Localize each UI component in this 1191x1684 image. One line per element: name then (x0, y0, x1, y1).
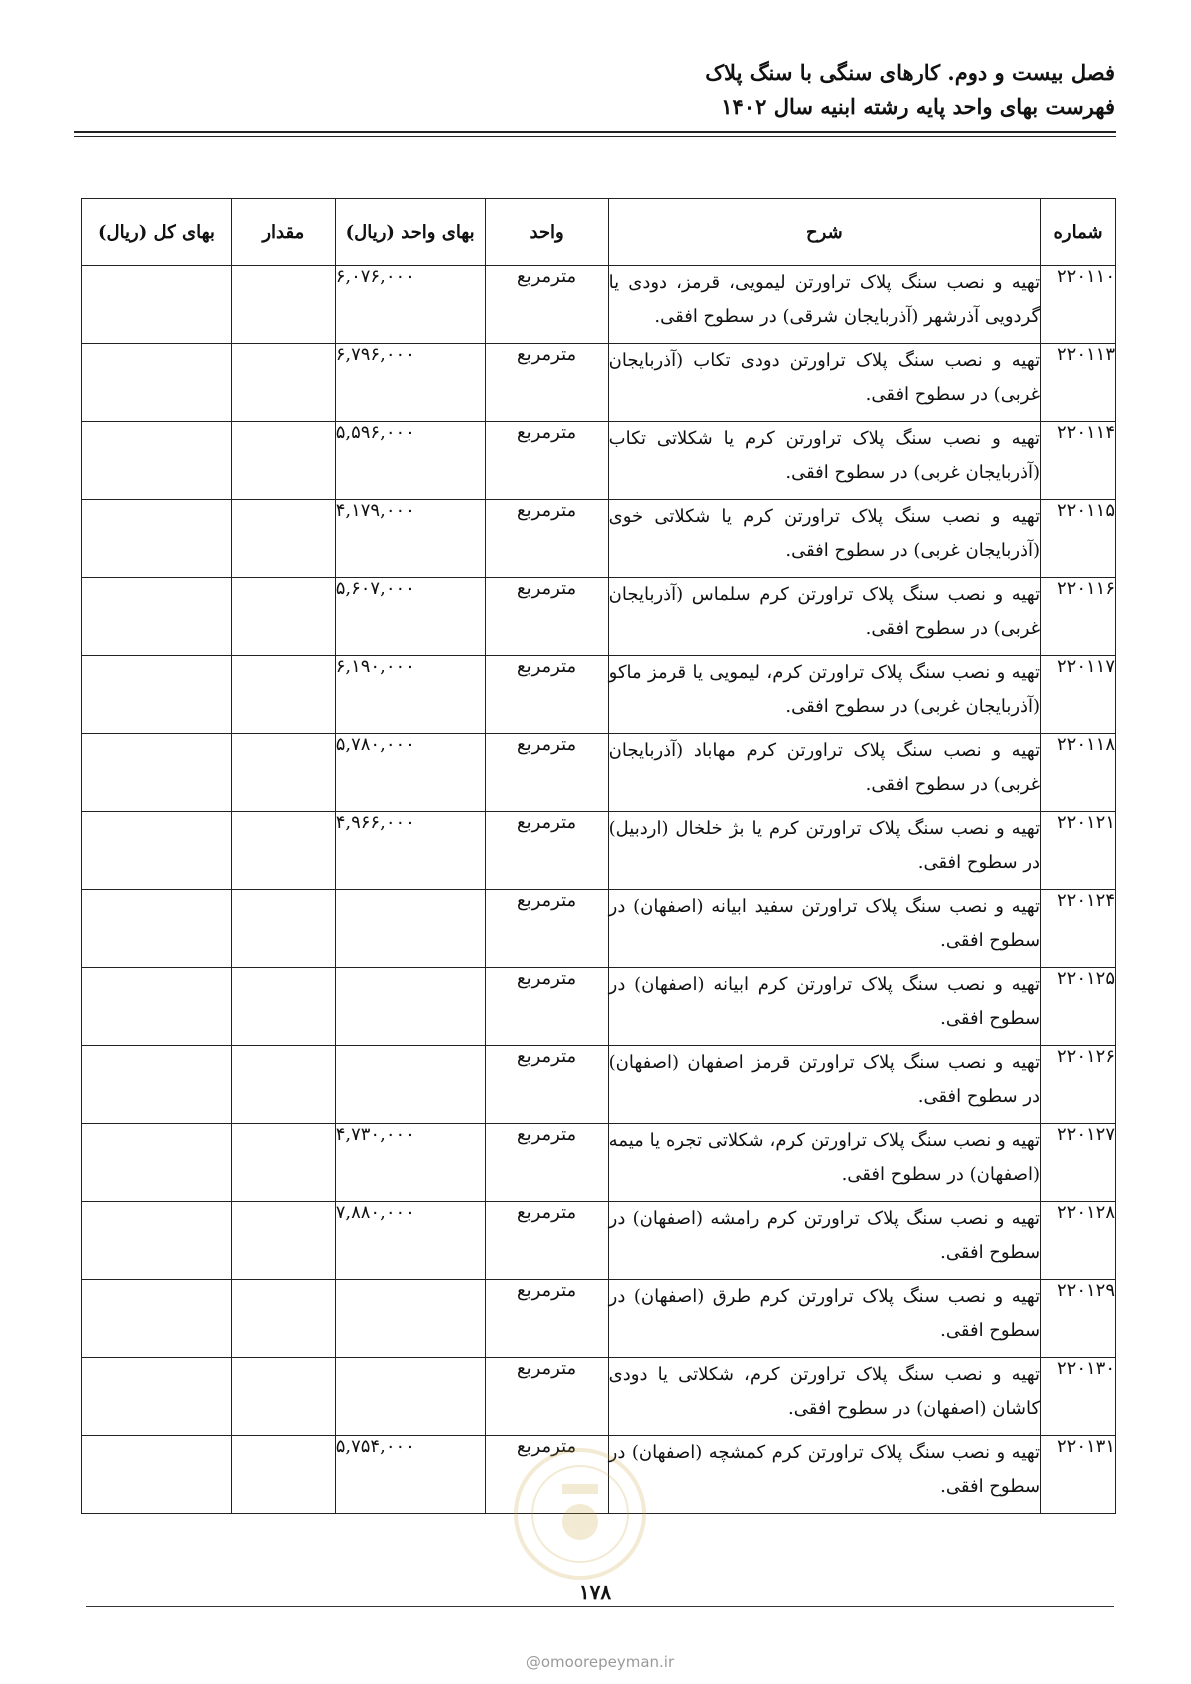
item-unit-price: ۵,۷۵۴,۰۰۰ (335, 1436, 485, 1514)
item-unit: مترمربع (485, 1124, 608, 1202)
item-code: ۲۲۰۱۱۵ (1041, 500, 1116, 578)
item-unit: مترمربع (485, 1202, 608, 1280)
page-number: ۱۷۸ (578, 1580, 612, 1604)
table-row (82, 422, 1116, 500)
item-unit: مترمربع (485, 968, 608, 1046)
item-quantity (231, 344, 335, 422)
item-unit: مترمربع (485, 1436, 608, 1514)
item-total (82, 812, 232, 890)
item-total (82, 1358, 232, 1436)
table-row (82, 656, 1116, 734)
item-unit: مترمربع (485, 344, 608, 422)
price-table (81, 198, 1116, 1514)
col-header-unit-price: بهای واحد (ریال) (335, 199, 485, 266)
header-rule-thick (74, 131, 1116, 133)
item-unit-price: ۴,۷۳۰,۰۰۰ (335, 1124, 485, 1202)
item-unit: مترمربع (485, 422, 608, 500)
item-quantity (231, 1202, 335, 1280)
table-row (82, 500, 1116, 578)
table-row (82, 968, 1116, 1046)
item-unit-price: ۴,۹۶۶,۰۰۰ (335, 812, 485, 890)
item-unit: مترمربع (485, 1046, 608, 1124)
table-row (82, 734, 1116, 812)
item-unit: مترمربع (485, 578, 608, 656)
item-description: تهیه و نصب سنگ پلاک تراورتن کرم ابیانه (اصفهان) در سطوح افقی. (608, 968, 1040, 1046)
item-code: ۲۲۰۱۲۷ (1041, 1124, 1116, 1202)
table-row (82, 266, 1116, 344)
table-row (82, 1046, 1116, 1124)
item-description: تهیه و نصب سنگ پلاک تراورتن کرم مهاباد (آذربایجان غربی) در سطوح افقی. (608, 734, 1040, 812)
item-code: ۲۲۰۱۱۰ (1041, 266, 1116, 344)
item-code: ۲۲۰۱۱۶ (1041, 578, 1116, 656)
item-total (82, 1124, 232, 1202)
item-quantity (231, 890, 335, 968)
item-total (82, 500, 232, 578)
item-unit-price (335, 1280, 485, 1358)
item-description: تهیه و نصب سنگ پلاک تراورتن کرم یا شکلاتی تکاب (آذربایجان غربی) در سطوح افقی. (608, 422, 1040, 500)
item-unit-price (335, 968, 485, 1046)
item-code: ۲۲۰۱۱۴ (1041, 422, 1116, 500)
item-code: ۲۲۰۱۲۶ (1041, 1046, 1116, 1124)
col-header-total: بهای کل (ریال) (82, 199, 232, 266)
item-unit-price (335, 1046, 485, 1124)
item-quantity (231, 1358, 335, 1436)
item-description: تهیه و نصب سنگ پلاک تراورتن کرم کمشچه (اصفهان) در سطوح افقی. (608, 1436, 1040, 1514)
item-quantity (231, 734, 335, 812)
item-quantity (231, 1280, 335, 1358)
item-unit: مترمربع (485, 500, 608, 578)
item-description: تهیه و نصب سنگ پلاک تراورتن کرم یا بژ خلخال (اردبیل) در سطوح افقی. (608, 812, 1040, 890)
item-unit-price: ۵,۵۹۶,۰۰۰ (335, 422, 485, 500)
table-body (82, 266, 1116, 1514)
item-unit-price: ۵,۶۰۷,۰۰۰ (335, 578, 485, 656)
item-unit-price: ۷,۸۸۰,۰۰۰ (335, 1202, 485, 1280)
item-total (82, 1046, 232, 1124)
page-header (705, 56, 1115, 124)
item-quantity (231, 578, 335, 656)
item-total (82, 890, 232, 968)
item-total (82, 1436, 232, 1514)
table-header-row (82, 199, 1116, 266)
table-row (82, 1436, 1116, 1514)
item-description: تهیه و نصب سنگ پلاک تراورتن کرم، شکلاتی یا دودی کاشان (اصفهان) در سطوح افقی. (608, 1358, 1040, 1436)
col-header-unit: واحد (485, 199, 608, 266)
table-row (82, 1280, 1116, 1358)
item-quantity (231, 1436, 335, 1514)
item-total (82, 656, 232, 734)
item-code: ۲۲۰۱۲۴ (1041, 890, 1116, 968)
item-code: ۲۲۰۱۳۰ (1041, 1358, 1116, 1436)
item-code: ۲۲۰۱۱۸ (1041, 734, 1116, 812)
table-row (82, 890, 1116, 968)
footer-rule (86, 1606, 1114, 1607)
item-description: تهیه و نصب سنگ پلاک تراورتن قرمز اصفهان (اصفهان) در سطوح افقی. (608, 1046, 1040, 1124)
item-total (82, 578, 232, 656)
item-unit: مترمربع (485, 812, 608, 890)
table-row (82, 1124, 1116, 1202)
item-quantity (231, 266, 335, 344)
item-total (82, 968, 232, 1046)
item-description: تهیه و نصب سنگ پلاک تراورتن کرم، شکلاتی تجره یا میمه (اصفهان) در سطوح افقی. (608, 1124, 1040, 1202)
item-total (82, 422, 232, 500)
item-unit: مترمربع (485, 1280, 608, 1358)
table-row (82, 1358, 1116, 1436)
item-description: تهیه و نصب سنگ پلاک تراورتن دودی تکاب (آذربایجان غربی) در سطوح افقی. (608, 344, 1040, 422)
item-total (82, 1280, 232, 1358)
item-quantity (231, 812, 335, 890)
col-header-description: شرح (608, 199, 1040, 266)
header-rule-thin (74, 136, 1116, 137)
chapter-title: فصل بیست و دوم. کارهای سنگی با سنگ پلاک (705, 60, 1115, 85)
table-row (82, 812, 1116, 890)
item-total (82, 734, 232, 812)
item-unit-price (335, 1358, 485, 1436)
item-total (82, 266, 232, 344)
col-header-code: شماره (1041, 199, 1116, 266)
item-unit: مترمربع (485, 890, 608, 968)
item-description: تهیه و نصب سنگ پلاک تراورتن کرم یا شکلاتی خوی (آذربایجان غربی) در سطوح افقی. (608, 500, 1040, 578)
table-row (82, 1202, 1116, 1280)
item-unit-price: ۶,۷۹۶,۰۰۰ (335, 344, 485, 422)
item-unit-price: ۴,۱۷۹,۰۰۰ (335, 500, 485, 578)
item-unit: مترمربع (485, 1358, 608, 1436)
item-quantity (231, 656, 335, 734)
item-unit-price: ۵,۷۸۰,۰۰۰ (335, 734, 485, 812)
item-quantity (231, 422, 335, 500)
item-unit-price (335, 890, 485, 968)
table-row (82, 344, 1116, 422)
item-code: ۲۲۰۱۱۷ (1041, 656, 1116, 734)
item-code: ۲۲۰۱۲۹ (1041, 1280, 1116, 1358)
item-quantity (231, 500, 335, 578)
item-quantity (231, 968, 335, 1046)
item-description: تهیه و نصب سنگ پلاک تراورتن کرم سلماس (آذربایجان غربی) در سطوح افقی. (608, 578, 1040, 656)
item-description: تهیه و نصب سنگ پلاک تراورتن کرم، لیمویی یا قرمز ماکو (آذربایجان غربی) در سطوح افقی. (608, 656, 1040, 734)
item-unit-price: ۶,۱۹۰,۰۰۰ (335, 656, 485, 734)
item-unit: مترمربع (485, 266, 608, 344)
item-description: تهیه و نصب سنگ پلاک تراورتن لیمویی، قرمز، دودی یا گردویی آذرشهر (آذربایجان شرقی) در سطوح افقی. (608, 266, 1040, 344)
item-code: ۲۲۰۱۳۱ (1041, 1436, 1116, 1514)
document-title: فهرست بهای واحد پایه رشته ابنیه سال ۱۴۰۲ (721, 94, 1115, 119)
item-total (82, 344, 232, 422)
item-code: ۲۲۰۱۲۱ (1041, 812, 1116, 890)
item-code: ۲۲۰۱۲۵ (1041, 968, 1116, 1046)
item-quantity (231, 1046, 335, 1124)
item-total (82, 1202, 232, 1280)
item-description: تهیه و نصب سنگ پلاک تراورتن کرم رامشه (اصفهان) در سطوح افقی. (608, 1202, 1040, 1280)
item-description: تهیه و نصب سنگ پلاک تراورتن کرم طرق (اصفهان) در سطوح افقی. (608, 1280, 1040, 1358)
table-row (82, 578, 1116, 656)
site-watermark: @omoorepeyman.ir (525, 1653, 675, 1671)
item-description: تهیه و نصب سنگ پلاک تراورتن سفید ابیانه (اصفهان) در سطوح افقی. (608, 890, 1040, 968)
item-unit: مترمربع (485, 734, 608, 812)
item-unit-price: ۶,۰۷۶,۰۰۰ (335, 266, 485, 344)
item-code: ۲۲۰۱۱۳ (1041, 344, 1116, 422)
item-code: ۲۲۰۱۲۸ (1041, 1202, 1116, 1280)
col-header-quantity: مقدار (231, 199, 335, 266)
item-unit: مترمربع (485, 656, 608, 734)
item-quantity (231, 1124, 335, 1202)
